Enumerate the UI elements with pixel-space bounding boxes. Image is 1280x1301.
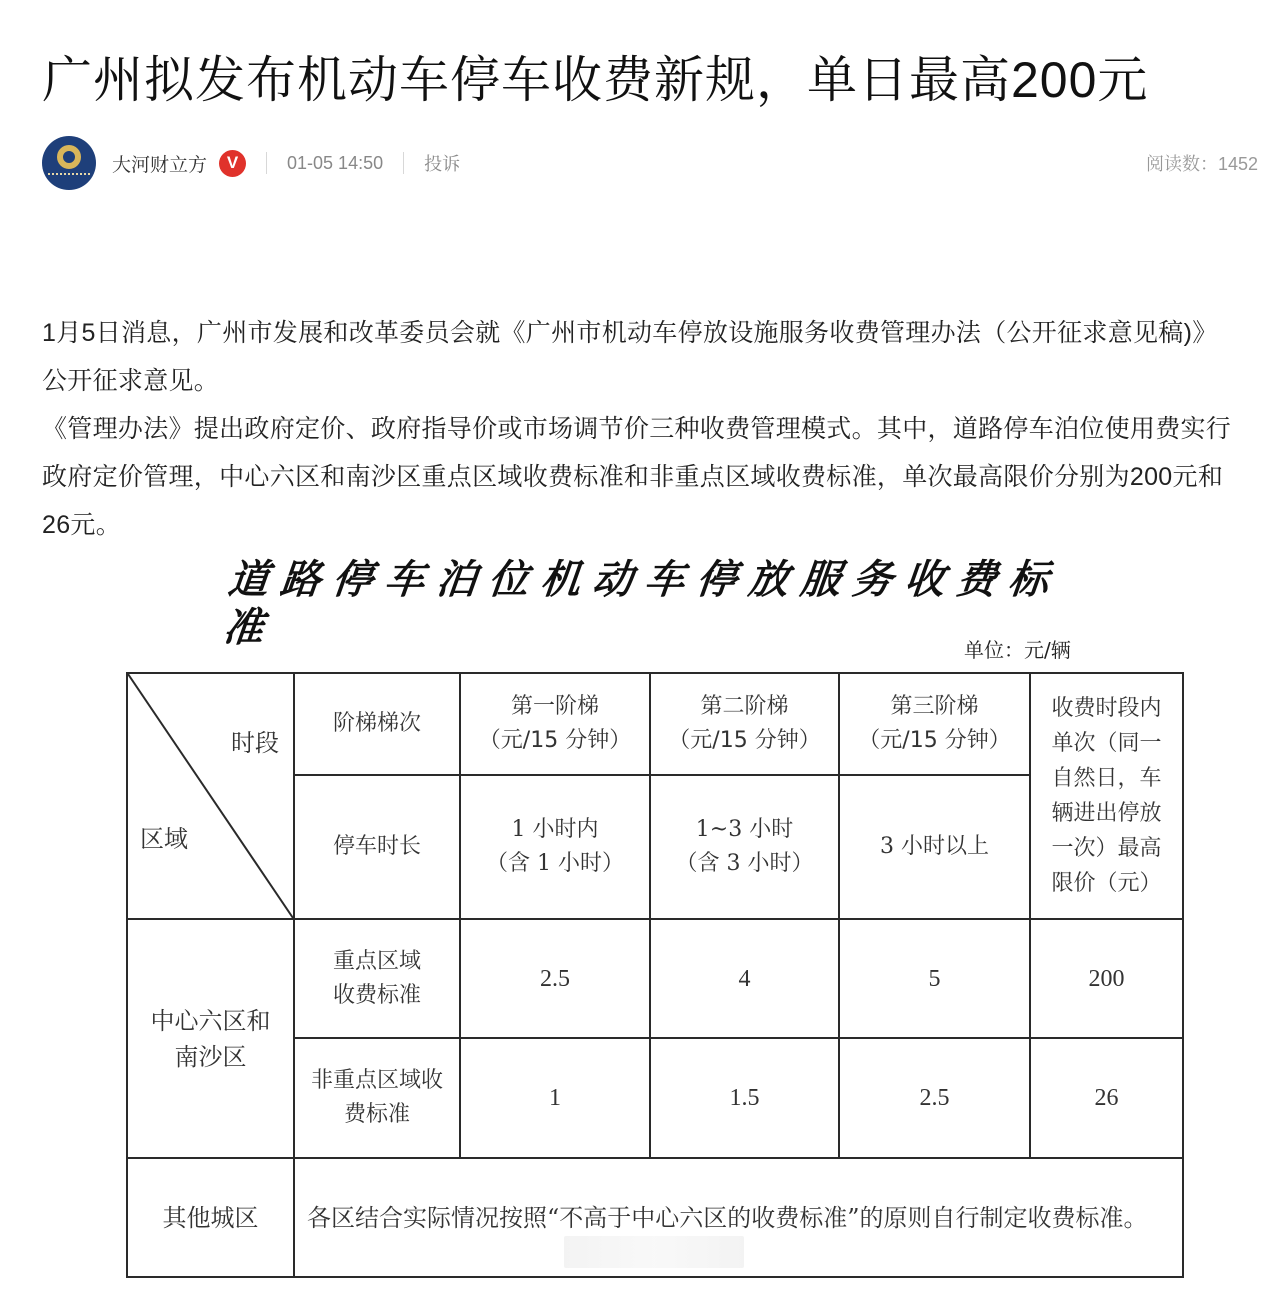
tier-label-cell: 阶梯梯次 xyxy=(294,673,460,775)
corner-label-period: 时段 xyxy=(231,729,279,757)
article-meta xyxy=(42,136,1258,190)
author-avatar[interactable] xyxy=(42,136,96,190)
row-label-non-key-area: 非重点区域收费标准 xyxy=(294,1038,460,1158)
tier3-duration: 3 小时以上 xyxy=(839,775,1030,919)
tier2-duration: 1~3 小时 （含 3 小时） xyxy=(650,775,839,919)
meta-divider xyxy=(403,152,404,174)
tier3-header: 第三阶梯 （元/15 分钟） xyxy=(839,673,1030,775)
logo-ring-icon xyxy=(57,145,81,169)
report-link[interactable]: 投诉 xyxy=(424,154,461,174)
article-body xyxy=(42,309,1242,549)
value-cell: 1 xyxy=(460,1038,650,1158)
verified-badge-icon: V xyxy=(219,150,246,177)
value-cell: 1.5 xyxy=(650,1038,839,1158)
table-row xyxy=(127,673,1183,775)
value-cell: 26 xyxy=(1030,1038,1183,1158)
meta-divider xyxy=(266,152,267,174)
table-heading-image-text: 道路停车泊位机动车停放服务收费标准 xyxy=(221,556,1064,651)
region-other-cell: 其他城区 xyxy=(127,1158,294,1277)
value-cell: 2.5 xyxy=(460,919,650,1038)
tier1-header: 第一阶梯 （元/15 分钟） xyxy=(460,673,650,775)
article-title: 广州拟发布机动车停车收费新规，单日最高200元 xyxy=(42,52,1149,108)
tier1-duration: 1 小时内 （含 1 小时） xyxy=(460,775,650,919)
table-unit: 单位：元/辆 xyxy=(964,638,1071,662)
paragraph: 1月5日消息，广州市发展和改革委员会就《广州市机动车停放设施服务收费管理办法（公开征求意见稿)》公开征求意见。 xyxy=(42,319,1218,395)
read-count: 阅读数：1452 xyxy=(1145,154,1258,174)
corner-label-region: 区域 xyxy=(140,825,188,853)
duration-label-cell: 停车时长 xyxy=(294,775,460,919)
row-label-key-area: 重点区域收费标准 xyxy=(294,919,460,1038)
fee-standard-table xyxy=(126,672,1184,1278)
diagonal-line-icon xyxy=(128,674,293,918)
logo-script-icon xyxy=(48,173,90,179)
value-cell: 4 xyxy=(650,919,839,1038)
watermark-overlay xyxy=(564,1236,744,1268)
tier2-header: 第二阶梯 （元/15 分钟） xyxy=(650,673,839,775)
value-cell: 2.5 xyxy=(839,1038,1030,1158)
other-region-note: 各区结合实际情况按照“不高于中心六区的收费标准”的原则自行制定收费标准。 xyxy=(294,1158,1183,1277)
region-central-cell: 中心六区和南沙区 xyxy=(127,919,294,1158)
value-cell: 200 xyxy=(1030,919,1183,1038)
value-cell: 5 xyxy=(839,919,1030,1038)
cap-header: 收费时段内单次（同一自然日，车辆进出停放一次）最高限价（元） xyxy=(1030,673,1183,919)
corner-header-cell xyxy=(127,673,294,919)
publish-time: 01-05 14:50 xyxy=(287,152,384,173)
author-name[interactable]: 大河财立方 xyxy=(112,154,208,176)
paragraph: 《管理办法》提出政府定价、政府指导价或市场调节价三种收费管理模式。其中，道路停车泊位使用费实行政府定价管理，中心六区和南沙区重点区域收费标准和非重点区域收费标准，单次最高限价分别为200元和26元。 xyxy=(42,415,1232,539)
table-row xyxy=(127,919,1183,1038)
